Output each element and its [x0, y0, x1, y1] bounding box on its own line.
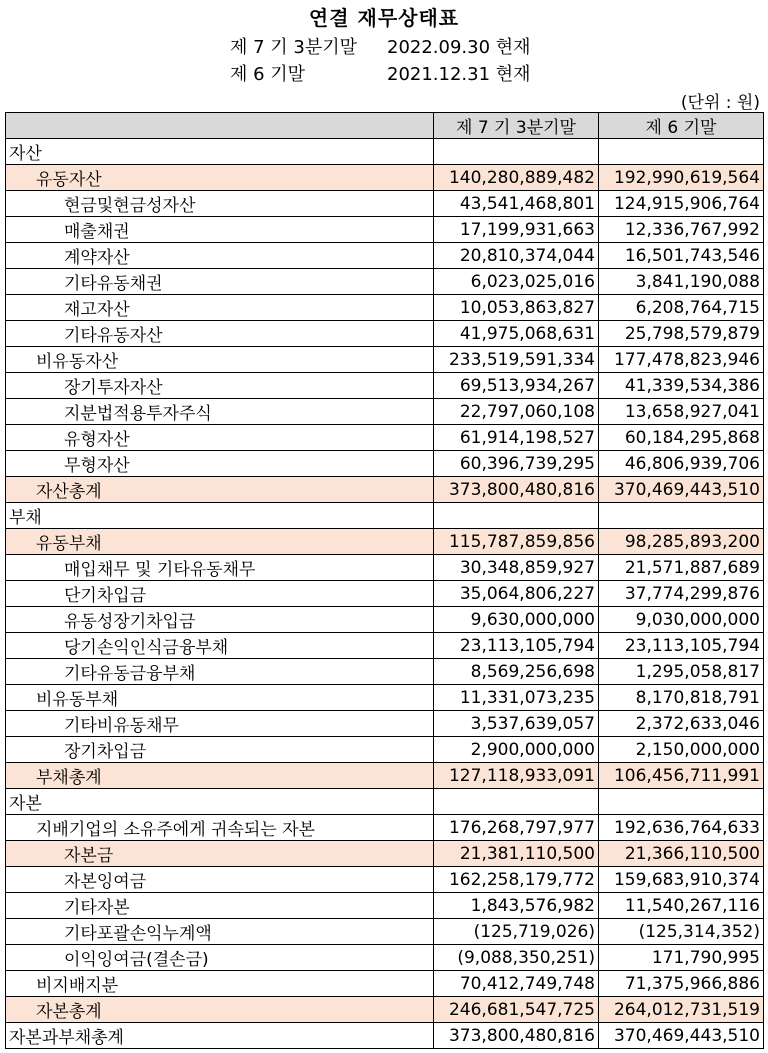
row-label: 기타유동채권: [6, 269, 434, 295]
row-label: 이익잉여금(결손금): [6, 945, 434, 971]
current-period-value: 176,268,797,977: [434, 815, 599, 841]
previous-period-value: 124,915,906,764: [599, 191, 764, 217]
header-previous-period: 제 6 기말: [599, 113, 764, 139]
row-label: 자본금: [6, 841, 434, 867]
current-period-value: 115,787,859,856: [434, 529, 599, 555]
table-row: [6, 165, 764, 191]
previous-period-value: 370,469,443,510: [599, 477, 764, 503]
current-period-value: 233,519,591,334: [434, 347, 599, 373]
previous-period-value: 60,184,295,868: [599, 425, 764, 451]
table-row: [6, 789, 764, 815]
table-row: [6, 269, 764, 295]
previous-period-value: 177,478,823,946: [599, 347, 764, 373]
previous-period-value: 13,658,927,041: [599, 399, 764, 425]
previous-period-value: 9,030,000,000: [599, 607, 764, 633]
table-row: [6, 607, 764, 633]
row-label: 현금및현금성자산: [6, 191, 434, 217]
row-label: 장기차입금: [6, 737, 434, 763]
previous-period-value: 264,012,731,519: [599, 997, 764, 1023]
row-label: 재고자산: [6, 295, 434, 321]
current-period-value: 41,975,068,631: [434, 321, 599, 347]
previous-period-value: 192,990,619,564: [599, 165, 764, 191]
table-row: [6, 659, 764, 685]
table-row: [6, 321, 764, 347]
current-period-value: 22,797,060,108: [434, 399, 599, 425]
current-period-value: 162,258,179,772: [434, 867, 599, 893]
current-period-value: 70,412,749,748: [434, 971, 599, 997]
table-row: [6, 919, 764, 945]
table-header-row: [6, 113, 764, 139]
row-label: 부채총계: [6, 763, 434, 789]
current-period-value: 3,537,639,057: [434, 711, 599, 737]
current-period-value: 10,053,863,827: [434, 295, 599, 321]
previous-period-value: 6,208,764,715: [599, 295, 764, 321]
current-period-value: 9,630,000,000: [434, 607, 599, 633]
table-body: [6, 139, 764, 1049]
header-current-period: 제 7 기 3분기말: [434, 113, 599, 139]
previous-period-value: 71,375,966,886: [599, 971, 764, 997]
table-row: [6, 139, 764, 165]
table-row: [6, 997, 764, 1023]
table-row: [6, 555, 764, 581]
table-row: [6, 373, 764, 399]
table-row: [6, 1023, 764, 1049]
previous-period-value: 21,571,887,689: [599, 555, 764, 581]
previous-period-value: 16,501,743,546: [599, 243, 764, 269]
current-period-value: (125,719,026): [434, 919, 599, 945]
table-row: [6, 451, 764, 477]
row-label: 자산: [6, 139, 434, 165]
row-label: 지분법적용투자주식: [6, 399, 434, 425]
previous-period-label: 제 6 기말: [230, 64, 306, 85]
table-row: [6, 971, 764, 997]
row-label: 매입채무 및 기타유동채무: [6, 555, 434, 581]
table-row: [6, 763, 764, 789]
current-period-label: 제 7 기 3분기말: [230, 37, 358, 58]
table-row: [6, 867, 764, 893]
current-period-value: 20,810,374,044: [434, 243, 599, 269]
table-row: [6, 347, 764, 373]
previous-period-value: 37,774,299,876: [599, 581, 764, 607]
row-label: 장기투자자산: [6, 373, 434, 399]
previous-period-value: 21,366,110,500: [599, 841, 764, 867]
document-title: 연결 재무상태표: [308, 6, 460, 30]
row-label: 유형자산: [6, 425, 434, 451]
table-row: [6, 529, 764, 555]
table-row: [6, 711, 764, 737]
balance-sheet-table: [5, 112, 764, 1049]
row-label: 자본과부채총계: [6, 1023, 434, 1049]
current-period-date: 2022.09.30 현재: [387, 37, 531, 58]
row-label: 매출채권: [6, 217, 434, 243]
previous-period-value: [599, 503, 764, 529]
current-period-value: 69,513,934,267: [434, 373, 599, 399]
previous-period-value: 106,456,711,991: [599, 763, 764, 789]
current-period-value: 246,681,547,725: [434, 997, 599, 1023]
current-period-value: 43,541,468,801: [434, 191, 599, 217]
previous-period-value: 12,336,767,992: [599, 217, 764, 243]
row-label: 기타비유동채무: [6, 711, 434, 737]
row-label: 비지배지분: [6, 971, 434, 997]
previous-period-value: 3,841,190,088: [599, 269, 764, 295]
table-row: [6, 945, 764, 971]
current-period-value: 8,569,256,698: [434, 659, 599, 685]
row-label: 비유동부채: [6, 685, 434, 711]
previous-period-value: 171,790,995: [599, 945, 764, 971]
row-label: 지배기업의 소유주에게 귀속되는 자본: [6, 815, 434, 841]
previous-period-value: 46,806,939,706: [599, 451, 764, 477]
current-period-value: 11,331,073,235: [434, 685, 599, 711]
current-period-value: 373,800,480,816: [434, 477, 599, 503]
previous-period-value: 2,150,000,000: [599, 737, 764, 763]
row-label: 기타유동금융부채: [6, 659, 434, 685]
current-period-value: (9,088,350,251): [434, 945, 599, 971]
row-label: 단기차입금: [6, 581, 434, 607]
previous-period-value: 2,372,633,046: [599, 711, 764, 737]
unit-note: (단위 : 원): [680, 93, 760, 113]
previous-period-value: 23,113,105,794: [599, 633, 764, 659]
header-item: [6, 113, 434, 139]
row-label: 유동자산: [6, 165, 434, 191]
row-label: 자본잉여금: [6, 867, 434, 893]
current-period-value: 30,348,859,927: [434, 555, 599, 581]
table-row: [6, 581, 764, 607]
current-period-value: [434, 503, 599, 529]
previous-period-value: [599, 789, 764, 815]
row-label: 기타유동자산: [6, 321, 434, 347]
previous-period-value: 8,170,818,791: [599, 685, 764, 711]
row-label: 비유동자산: [6, 347, 434, 373]
current-period-value: 127,118,933,091: [434, 763, 599, 789]
current-period-value: 1,843,576,982: [434, 893, 599, 919]
previous-period-value: 1,295,058,817: [599, 659, 764, 685]
previous-period-value: 192,636,764,633: [599, 815, 764, 841]
current-period-value: 60,396,739,295: [434, 451, 599, 477]
current-period-value: 6,023,025,016: [434, 269, 599, 295]
table-row: [6, 477, 764, 503]
current-period-value: 373,800,480,816: [434, 1023, 599, 1049]
table-row: [6, 243, 764, 269]
previous-period-value: 98,285,893,200: [599, 529, 764, 555]
previous-period-value: 11,540,267,116: [599, 893, 764, 919]
current-period-value: 23,113,105,794: [434, 633, 599, 659]
current-period-value: 2,900,000,000: [434, 737, 599, 763]
table-row: [6, 399, 764, 425]
row-label: 계약자산: [6, 243, 434, 269]
table-row: [6, 191, 764, 217]
table-row: [6, 685, 764, 711]
current-period-value: 17,199,931,663: [434, 217, 599, 243]
current-period-value: [434, 789, 599, 815]
current-period-value: 35,064,806,227: [434, 581, 599, 607]
row-label: 당기손익인식금융부채: [6, 633, 434, 659]
row-label: 자본: [6, 789, 434, 815]
row-label: 자본총계: [6, 997, 434, 1023]
table-row: [6, 503, 764, 529]
previous-period-value: 25,798,579,879: [599, 321, 764, 347]
previous-period-value: [599, 139, 764, 165]
row-label: 유동부채: [6, 529, 434, 555]
current-period-value: 61,914,198,527: [434, 425, 599, 451]
row-label: 기타포괄손익누계액: [6, 919, 434, 945]
table-row: [6, 737, 764, 763]
current-period-value: 21,381,110,500: [434, 841, 599, 867]
row-label: 무형자산: [6, 451, 434, 477]
table-row: [6, 217, 764, 243]
current-period-value: 140,280,889,482: [434, 165, 599, 191]
previous-period-date: 2021.12.31 현재: [387, 64, 531, 85]
row-label: 유동성장기차입금: [6, 607, 434, 633]
previous-period-value: 370,469,443,510: [599, 1023, 764, 1049]
previous-period-value: 159,683,910,374: [599, 867, 764, 893]
previous-period-value: 41,339,534,386: [599, 373, 764, 399]
row-label: 자산총계: [6, 477, 434, 503]
table-row: [6, 893, 764, 919]
table-row: [6, 425, 764, 451]
current-period-value: [434, 139, 599, 165]
table-row: [6, 841, 764, 867]
previous-period-value: (125,314,352): [599, 919, 764, 945]
table-row: [6, 295, 764, 321]
table-row: [6, 633, 764, 659]
table-row: [6, 815, 764, 841]
row-label: 부채: [6, 503, 434, 529]
row-label: 기타자본: [6, 893, 434, 919]
